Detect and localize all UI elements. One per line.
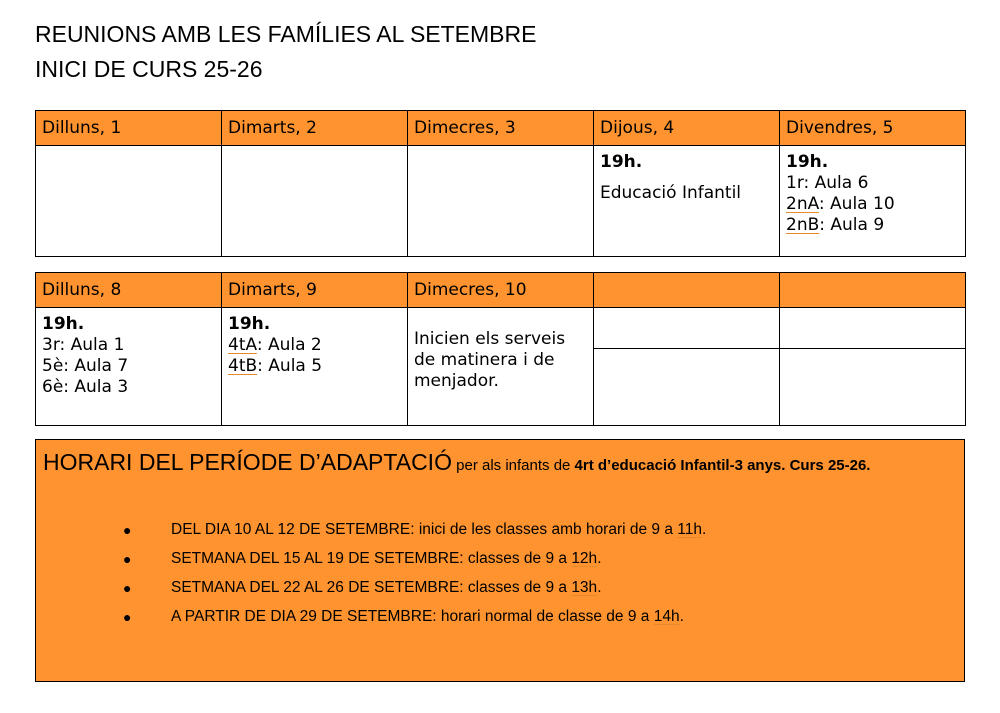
document-title: REUNIONS AMB LES FAMÍLIES AL SETEMBRE <box>35 21 537 47</box>
empty-cell <box>594 308 780 349</box>
meeting-time: 19h. <box>228 314 271 334</box>
item-hour: 11h <box>677 521 702 538</box>
week2-body-row <box>36 308 966 349</box>
day-header: Dimarts, 9 <box>222 273 408 308</box>
item-hour: 14h <box>653 608 680 625</box>
thursday-cell <box>594 146 780 257</box>
classroom: : Aula 5 <box>257 356 323 376</box>
item-end: . <box>702 521 707 538</box>
item-text: DEL DIA 10 AL 12 DE SETEMBRE: inici de les classes amb horari de 9 a <box>171 521 678 538</box>
meeting-group <box>228 356 401 377</box>
wednesday-cell <box>408 308 594 426</box>
meeting-time: 19h. <box>786 152 829 172</box>
day-header: Divendres, 5 <box>780 111 966 146</box>
week2-header-row <box>36 273 966 308</box>
day-header: Dimarts, 2 <box>222 111 408 146</box>
item-end: . <box>597 579 602 596</box>
adaptation-title: HORARI DEL PERÍODE D’ADAPTACIÓ <box>43 449 452 475</box>
item-end: . <box>679 608 684 625</box>
meeting-group: Educació Infantil <box>600 183 742 203</box>
item-text: SETMANA DEL 22 AL 26 DE SETEMBRE: classes de 9 a <box>171 579 572 596</box>
adaptation-target-group: 4rt d’educació Infantil-3 anys. Curs 25-26. <box>574 457 871 474</box>
day-header: Dimecres, 10 <box>408 273 594 308</box>
group-name: 4tA <box>228 335 257 355</box>
day-header <box>594 273 780 308</box>
group-name: 4tB <box>228 356 258 376</box>
adaptation-subtitle: per als infants de <box>451 457 575 474</box>
week1-table <box>35 110 966 257</box>
week1-header-row <box>36 111 966 146</box>
day-header: Dilluns, 1 <box>36 111 222 146</box>
empty-cell <box>408 146 594 257</box>
empty-cell <box>780 349 966 426</box>
adaptation-box <box>35 439 965 682</box>
bullet-icon: ● <box>123 580 132 596</box>
meeting-group: 5è: Aula 7 <box>42 356 129 376</box>
bullet-icon: ● <box>123 609 132 625</box>
bullet-icon: ● <box>123 522 132 538</box>
list-item <box>36 578 706 607</box>
meeting-group: 1r: Aula 6 <box>786 173 869 193</box>
day-header <box>780 273 966 308</box>
classroom: : Aula 2 <box>256 335 322 355</box>
item-text: SETMANA DEL 15 AL 19 DE SETEMBRE: classes de 9 a <box>171 550 572 567</box>
adaptation-heading <box>43 449 870 476</box>
week2-table <box>35 272 966 426</box>
day-header: Dilluns, 8 <box>36 273 222 308</box>
classroom: : Aula 9 <box>819 215 885 235</box>
item-hour: 12h <box>571 550 598 567</box>
meeting-time: 19h. <box>600 152 643 172</box>
item-end: . <box>597 550 602 567</box>
list-item <box>36 549 706 578</box>
tuesday-cell <box>222 308 408 426</box>
group-name: 2nA <box>786 194 819 214</box>
meeting-time: 19h. <box>42 314 85 334</box>
group-name: 2nB <box>786 215 820 235</box>
bullet-icon: ● <box>123 551 132 567</box>
day-header: Dimecres, 3 <box>408 111 594 146</box>
week1-body-row <box>36 146 966 257</box>
empty-cell <box>780 308 966 349</box>
meeting-group <box>786 215 959 236</box>
schedule-list <box>36 520 706 636</box>
list-item <box>36 607 706 636</box>
meeting-group: 3r: Aula 1 <box>42 335 125 355</box>
item-text: A PARTIR DE DIA 29 DE SETEMBRE: horari normal de classe de 9 a <box>171 608 654 625</box>
item-hour: 13h <box>571 579 598 596</box>
document-subtitle: INICI DE CURS 25-26 <box>35 56 263 82</box>
list-item <box>36 520 706 549</box>
empty-cell <box>36 146 222 257</box>
classroom: : Aula 10 <box>818 194 895 214</box>
friday-cell <box>780 146 966 257</box>
meeting-group: 6è: Aula 3 <box>42 377 129 397</box>
meeting-group <box>228 335 401 356</box>
meeting-group <box>786 194 959 215</box>
service-note: Inicien els serveis de matinera i de menjador. <box>414 329 566 391</box>
monday-cell <box>36 308 222 426</box>
empty-cell <box>222 146 408 257</box>
day-header: Dijous, 4 <box>594 111 780 146</box>
empty-cell <box>594 349 780 426</box>
